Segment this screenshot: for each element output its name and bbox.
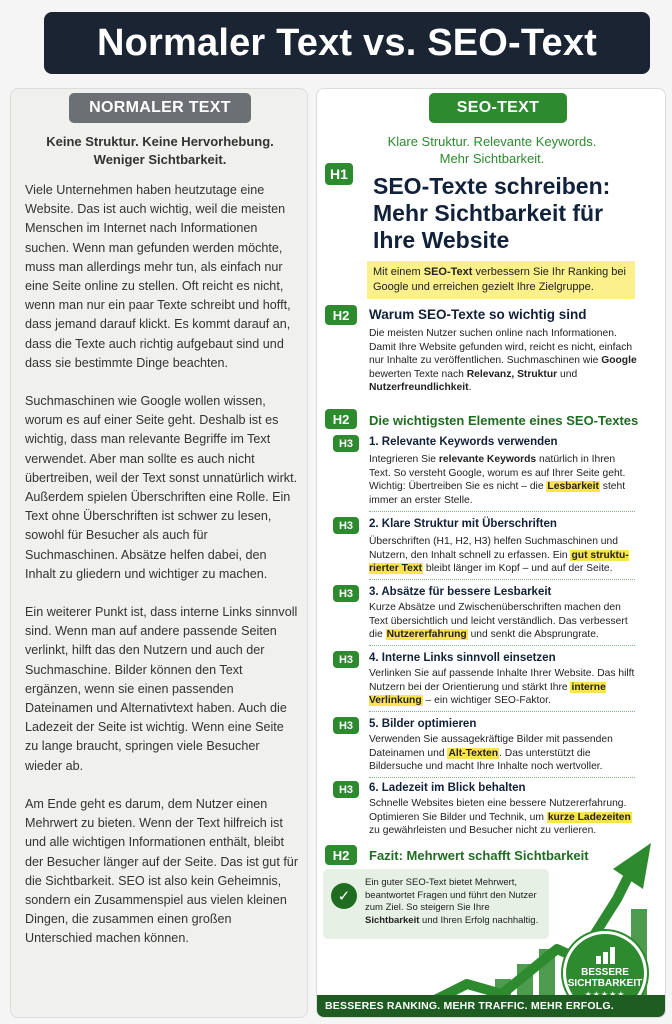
fazit-box bbox=[323, 869, 549, 939]
page-title: Normaler Text vs. SEO-Text bbox=[96, 21, 598, 64]
links-body: Verlinken Sie auf passende Inhalte Ihrer Website. Das hilft Nutzern bei der Orientierung und stärkt Ihre interne Verlinkung – ein wichtiger SEO-Faktor. bbox=[369, 668, 635, 707]
bar-chart-icon bbox=[566, 946, 644, 964]
structure-body: Überschriften (H1, H2, H3) helfen Suchmaschinen und Nutzern, den Inhalt schnell zu erfassen. Ein gut struktu-rierter Text bleibt länger im Kopf – und auf der Seite. bbox=[369, 536, 629, 575]
h3-loadtime: 6. Ladezeit im Blick behalten bbox=[369, 782, 526, 794]
h1-badge: H1 bbox=[325, 163, 353, 185]
check-circle-icon: ✓ bbox=[331, 883, 357, 909]
h3-badge: H3 bbox=[333, 717, 359, 734]
h3-paragraphs: 3. Absätze für bessere Lesbarkeit bbox=[369, 586, 552, 598]
h3-links: 4. Interne Links sinnvoll einsetzen bbox=[369, 652, 556, 664]
h3-badge: H3 bbox=[333, 781, 359, 798]
h2-why: Warum SEO-Texte so wichtig sind bbox=[369, 307, 587, 322]
normal-text-subtitle: Keine Struktur. Keine Hervorhebung. Weniger Sichtbarkeit. bbox=[46, 134, 274, 167]
h3-images: 5. Bilder optimieren bbox=[369, 718, 477, 730]
divider bbox=[369, 711, 635, 712]
divider bbox=[369, 511, 635, 512]
h1-heading: SEO-Texte schreiben: Mehr Sichtbarkeit für Ihre Website bbox=[373, 173, 611, 253]
seo-text-tag: SEO-TEXT bbox=[429, 93, 567, 123]
visibility-seal: BESSERE SICHTBARKEIT bbox=[563, 931, 647, 1015]
loadtime-body: Schnelle Websites bieten eine bessere Nutzererfahrung. Optimieren Sie Bilder und Technik, um kurze Ladezeiten zu gewährleisten und Besucher nicht zu verlieren. bbox=[369, 798, 631, 837]
h2-badge: H2 bbox=[325, 845, 357, 865]
paragraph: Am Ende geht es darum, dem Nutzer einen Mehrwert zu bieten. Wenn der Text hilfreich ist und alle wichtigen Informationen enthält, bleibt der Besucher länger auf der Seite. Das ist gut für die Sichtbarkeit. SEO ist also kein Geheimnis, sondern ein Zusammenspiel aus vielen kleinen Dingen, die zusammen einen großen Unterschied machen können. bbox=[25, 796, 299, 946]
fazit-body: Ein guter SEO-Text bietet Mehrwert, beantwortet Fragen und führt den Nutzer zum Ziel. So steigern Sie Ihre Sichtbarkeit und Ihren Erfolg nachhaltig. bbox=[365, 877, 539, 926]
images-body: Verwenden Sie aussagekräftige Bilder mit passenden Dateinamen und Alt-Texten. Das unterstützt die Bildersuche und macht Ihre Inhalte noch wertvoller. bbox=[369, 734, 613, 773]
divider bbox=[369, 645, 635, 646]
h2-elements: Die wichtigsten Elemente eines SEO-Textes bbox=[369, 413, 639, 428]
h3-structure: 2. Klare Struktur mit Überschriften bbox=[369, 518, 557, 530]
keywords-body: Integrieren Sie relevante Keywords natürlich in Ihren Text. So versteht Google, worum es auf Ihrer Seite geht. Wichtig: Übertreiben Sie es nicht – die Lesbarkeit steht immer an erster Stelle. bbox=[369, 454, 626, 506]
footer-slogan: BESSERES RANKING. MEHR TRAFFIC. MEHR ERFOLG. bbox=[317, 995, 666, 1017]
why-body: Die meisten Nutzer suchen online nach Informationen. Damit Ihre Website gefunden wird, reicht es nicht, einfach nur Inhalte zu veröffentlichen. Suchmaschinen wie Google bewerten Texte nach Relevanz, Struktur und Nutzerfreundlichkeit. bbox=[369, 328, 637, 394]
seo-text-panel bbox=[316, 88, 666, 1018]
divider bbox=[369, 579, 635, 580]
intro-highlight: Mit einem SEO-Text verbessern Sie Ihr Ranking bei Google und erreichen gezielt Ihre Zielgruppe. bbox=[367, 261, 635, 299]
h3-badge: H3 bbox=[333, 435, 359, 452]
h2-badge: H2 bbox=[325, 409, 357, 429]
divider bbox=[369, 777, 635, 778]
paragraph: Ein weiterer Punkt ist, dass interne Links sinnvoll sind. Wenn man auf andere passende Seiten verlinkt, hilft das den Nutzern und auch der Suchmaschine. Bilder können den Text ergänzen, wenn sie einen passenden Dateinamen und Alternativtext haben. Auch die Ladezeit der Seite ist wichtig. Wenn eine Seite zu lange braucht, springen viele Besucher wieder ab. bbox=[25, 605, 298, 773]
paragraph: Viele Unternehmen haben heutzutage eine Website. Das ist auch wichtig, weil die meisten Menschen im Internet nach Informationen suchen. Wenn man gefunden werden möchte, muss man allerdings mehr tun, als einfach nur eine Seite online zu stellen. Oft reicht es nicht, wenn man nur ein paar Texte schreibt und hofft, dass jemand darauf klickt. Es kommt darauf an, dass die Texte auch richtig aufgebaut sind und dass sie bestimmte Dinge beachten. bbox=[25, 183, 291, 370]
h2-badge: H2 bbox=[325, 305, 357, 325]
h3-badge: H3 bbox=[333, 585, 359, 602]
normal-text-tag: NORMALER TEXT bbox=[69, 93, 251, 123]
seo-text-subtitle: Klare Struktur. Relevante Keywords. Mehr Sichtbarkeit. bbox=[387, 134, 597, 166]
normal-text-body bbox=[25, 181, 299, 968]
h2-fazit: Fazit: Mehrwert schafft Sichtbarkeit bbox=[369, 848, 589, 863]
h3-badge: H3 bbox=[333, 517, 359, 534]
h3-badge: H3 bbox=[333, 651, 359, 668]
normal-text-panel bbox=[10, 88, 308, 1018]
h3-keywords: 1. Relevante Keywords verwenden bbox=[369, 436, 558, 448]
title-banner bbox=[44, 12, 650, 74]
paragraph: Suchmaschinen wie Google wollen wissen, worum es auf einer Seite geht. Deshalb ist es wichtig, dass man relevante Begriffe im Text verwendet. Aber man sollte es auch nicht übertreiben, weil der Text sonst unnatürlich wirkt. Außerdem spielen Überschriften eine Rolle. Ein Text ohne Überschriften ist schwer zu lesen, sowohl für Besucher als auch für Suchmaschinen. Absätze helfen dabei, den Inhalt zu gliedern und wichtiger zu machen. bbox=[25, 394, 298, 581]
paragraphs-body: Kurze Absätze und Zwischenüberschriften machen den Text übersichtlich und leicht verständlich. Das verbessert die Nutzererfahrung und senkt die Absprungrate. bbox=[369, 602, 628, 641]
